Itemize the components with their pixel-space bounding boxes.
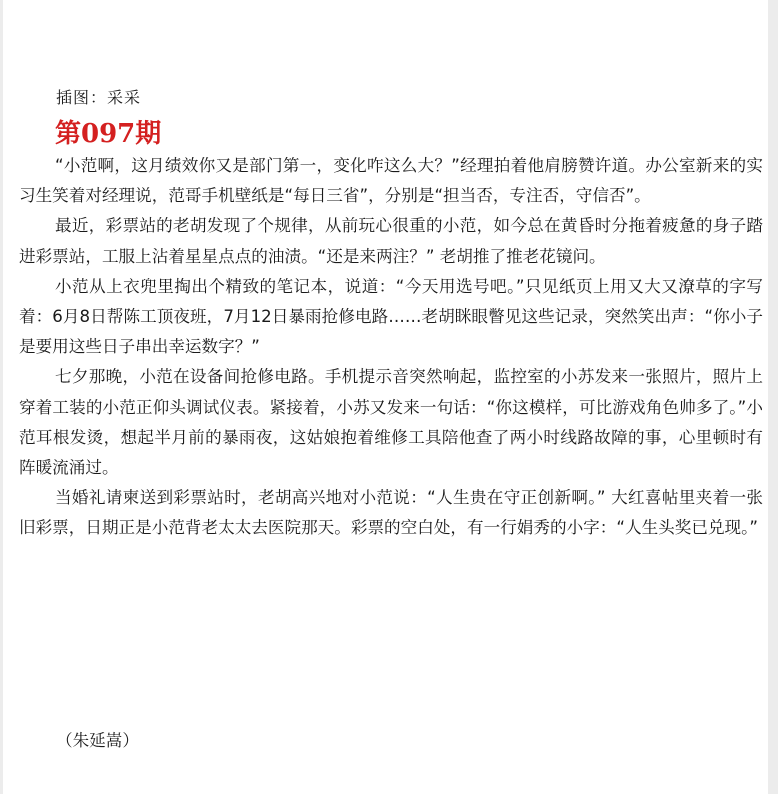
paragraph-3: 小范从上衣兜里掏出个精致的笔记本，说道：“今天用选号吧。”只见纸页上用又大又潦草的字写着：6月8日帮陈工顶夜班，7月12日暴雨抢修电路……老胡眯眼瞥见这些记录，突然笑出声：“你小子是要用这些日子串出幸运数字？” — [19, 276, 763, 357]
illustration-credit: 插图：采采 — [56, 88, 142, 107]
paragraph-5: 当婚礼请柬送到彩票站时，老胡高兴地对小范说：“人生贵在守正创新啊。” 大红喜帖里夹着一张旧彩票，日期正是小范背老太太去医院那天。彩票的空白处，有一行娟秀的小字：“人生头奖已兑现。” — [19, 488, 763, 538]
right-scroll-track[interactable] — [768, 0, 778, 794]
article-body — [19, 151, 763, 544]
paragraph-1: “小范啊，这月绩效你又是部门第一，变化咋这么大？”经理拍着他肩膀赞许道。办公室新来的实习生笑着对经理说，范哥手机壁纸是“每日三省”，分别是“担当否，专注否，守信否”。 — [19, 156, 763, 206]
paragraph-2: 最近，彩票站的老胡发现了个规律，从前玩心很重的小范，如今总在黄昏时分拖着疲惫的身子踏进彩票站，工服上沾着星星点点的油渍。“还是来两注？” 老胡推了推老花镜问。 — [19, 216, 763, 266]
issue-number-heading: 第097期 — [55, 119, 162, 149]
author-signature: （朱延嵩） — [56, 731, 139, 750]
left-edge-bar — [0, 0, 3, 794]
paragraph-4: 七夕那晚，小范在设备间抢修电路。手机提示音突然响起，监控室的小苏发来一张照片，照片上穿着工装的小范正仰头调试仪表。紧接着，小苏又发来一句话：“你这模样，可比游戏角色帅多了。”小范耳根发烫，想起半月前的暴雨夜，这姑娘抱着维修工具陪他查了两小时线路故障的事，心里顿时有阵暖流涌过。 — [19, 367, 763, 478]
